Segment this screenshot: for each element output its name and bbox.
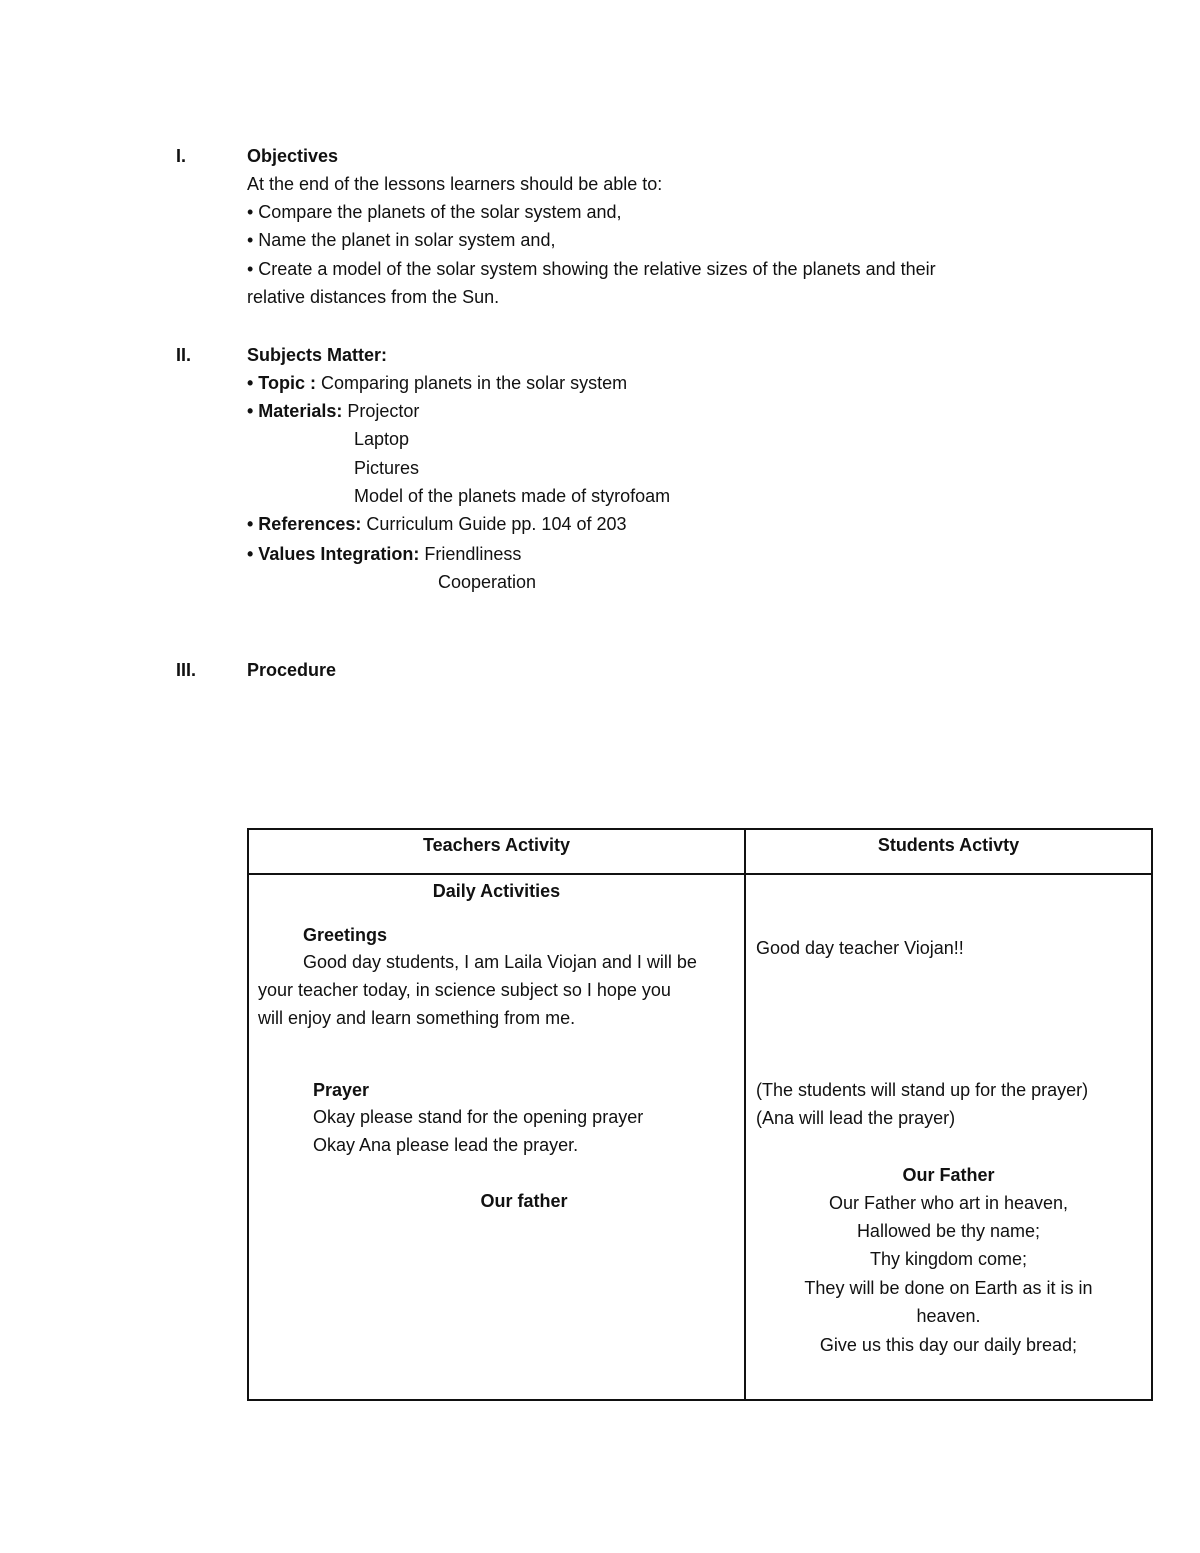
material-item-3: Pictures [354,458,420,478]
procedure-numeral: III. [176,660,197,680]
references-line [247,510,627,538]
subject-matter-numeral: II. [176,345,192,365]
our-father-line-2: Hallowed be thy name; [856,1221,1041,1241]
table-header-divider [247,873,1153,875]
our-father-line-5: heaven. [916,1306,981,1326]
our-father-line-3: Thy kingdom come; [869,1249,1028,1269]
objective-bullet-1: • Compare the planets of the solar system and, [247,202,622,222]
topic-label: • Topic : [247,373,316,393]
student-prayer-note-2: (Ana will lead the prayer) [756,1108,956,1128]
values-line [247,540,521,568]
header-students-activity: Students Activty [877,835,1020,855]
table-border-left [247,828,249,1401]
procedure-heading: Procedure [247,660,337,680]
greetings-line-2: your teacher today, in science subject so I hope you [258,980,671,1000]
material-item-1: Projector [347,401,420,421]
table-border-right [1151,828,1153,1401]
objective-bullet-3-continuation: relative distances from the Sun. [247,287,500,307]
topic-line [247,369,627,397]
greetings-title: Greetings [303,925,388,945]
values-label: • Values Integration: [247,544,420,564]
header-teachers-activity: Teachers Activity [422,835,571,855]
objective-bullet-2: • Name the planet in solar system and, [247,230,556,250]
student-prayer-note-1: (The students will stand up for the prayer) [756,1080,1089,1100]
objectives-numeral: I. [176,146,187,166]
our-father-line-1: Our Father who art in heaven, [828,1193,1069,1213]
prayer-title: Prayer [313,1080,370,1100]
activity-table [247,828,1153,1401]
our-father-line-6: Give us this day our daily bread; [819,1335,1078,1355]
table-border-bottom [247,1399,1153,1401]
references-label: • References: [247,514,362,534]
our-father-line-4: They will be done on Earth as it is in [804,1278,1093,1298]
table-border-top [247,828,1153,830]
materials-label: • Materials: [247,401,343,421]
student-our-father-title: Our Father [902,1165,995,1185]
teacher-our-father: Our father [480,1191,568,1211]
objectives-heading: Objectives [247,146,339,166]
topic-value: Comparing planets in the solar system [315,373,628,393]
daily-activities-title: Daily Activities [432,881,561,901]
objectives-intro: At the end of the lessons learners should be able to: [247,174,663,194]
references-value: Curriculum Guide pp. 104 of 203 [361,514,627,534]
prayer-line-2: Okay Ana please lead the prayer. [313,1135,579,1155]
objective-bullet-3: • Create a model of the solar system showing the relative sizes of the planets and their [247,259,936,279]
greetings-line-3: will enjoy and learn something from me. [258,1008,576,1028]
materials-line [247,397,419,425]
material-item-4: Model of the planets made of styrofoam [354,486,671,506]
prayer-line-1: Okay please stand for the opening prayer [313,1107,644,1127]
value-item-2: Cooperation [438,572,537,592]
student-greeting-reply: Good day teacher Viojan!! [756,938,964,958]
subject-matter-heading: Subjects Matter: [247,345,388,365]
material-item-2: Laptop [354,429,410,449]
value-item-1: Friendliness [424,544,522,564]
greetings-line-1: Good day students, I am Laila Viojan and I will be [303,952,697,972]
